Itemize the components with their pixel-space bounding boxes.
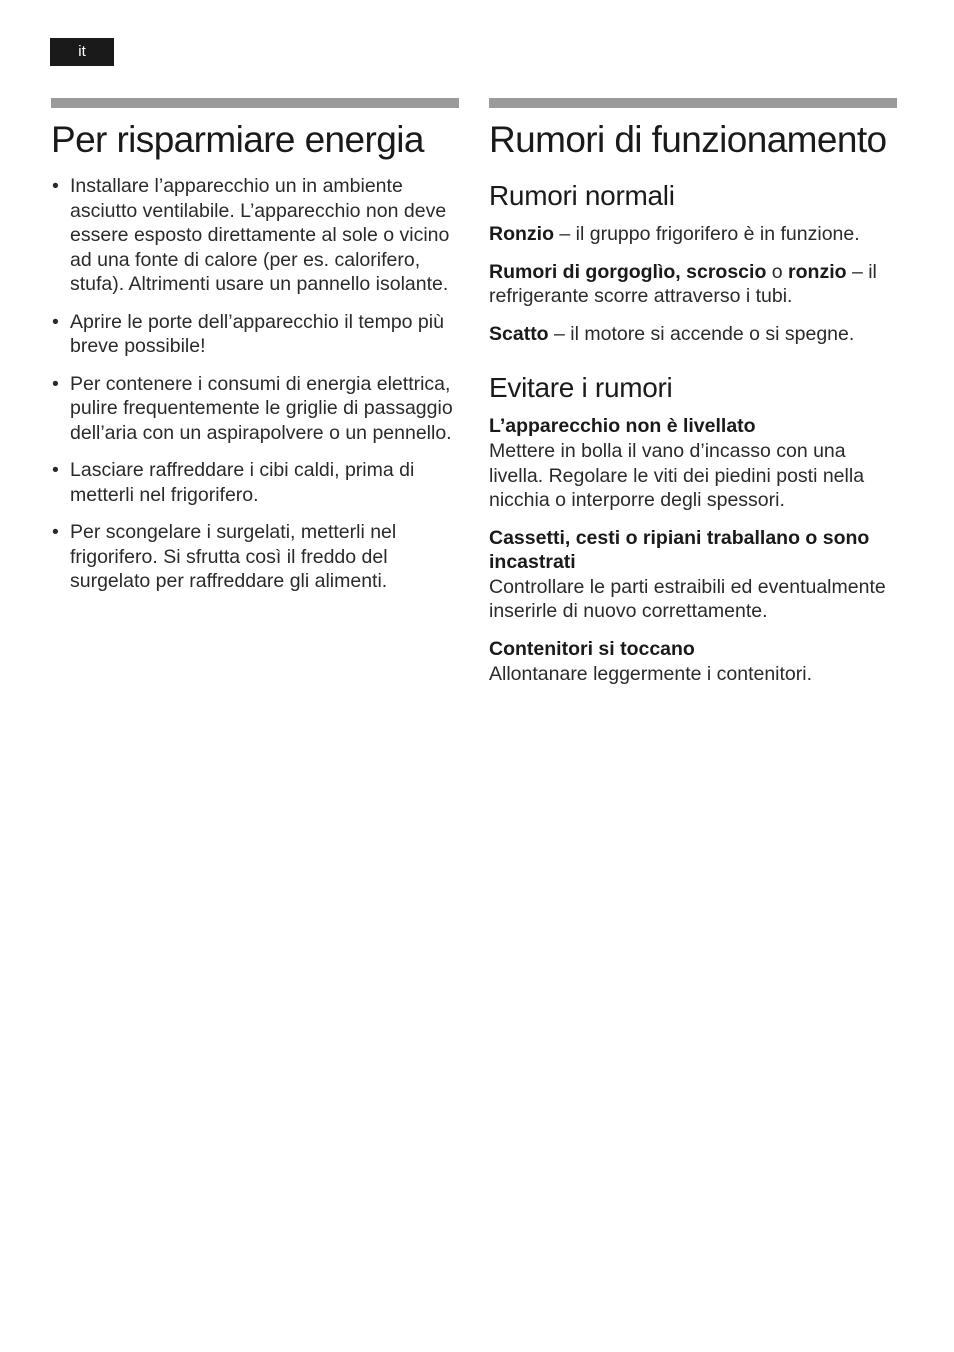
bullet-icon: • xyxy=(52,521,59,543)
noise-entry-click: Scatto – il motore si accende o si spegne. xyxy=(489,322,855,345)
energy-saving-title: Per risparmiare energia xyxy=(51,119,424,160)
normal-noises-heading: Rumori normali xyxy=(489,180,675,211)
list-item: • Installare l’apparecchio un in ambiente asciutto ventilabile. L’apparecchio non deve essere esposto direttamente al sole o vicino ad una fonte di calore (per es. calorifero, stufa). Altrimenti usare un pannello isolante. xyxy=(52,175,450,295)
list-item: • Aprire le porte dell’apparecchio il tempo più breve possibile! xyxy=(52,310,444,357)
avoid-item-title: Contenitori si toccano xyxy=(489,637,695,660)
list-item: • Per scongelare i surgelati, metterli nel frigorifero. Si sfrutta così il freddo del surgelato per raffreddare gli alimenti. xyxy=(52,521,397,592)
operating-noises-section xyxy=(489,98,897,699)
avoid-item-text: Mettere in bolla il vano d’incasso con una livella. Regolare le viti dei piedini posti nella nicchia o interporre degli spessori. xyxy=(489,440,865,511)
energy-saving-section xyxy=(51,98,459,607)
section-rule xyxy=(51,98,459,108)
list-item: • Lasciare raffreddare i cibi caldi, prima di metterli nel frigorifero. xyxy=(52,459,415,506)
noise-entry-hum: Ronzio – il gruppo frigorifero è in funzione. xyxy=(489,223,860,245)
bullet-icon: • xyxy=(52,175,59,197)
bullet-icon: • xyxy=(52,310,59,333)
language-badge: it xyxy=(50,38,114,66)
list-item: • Per contenere i consumi di energia elettrica, pulire frequentemente le griglie di passaggio dell’aria con un aspirapolvere o un pennello. xyxy=(52,372,453,444)
bullet-icon: • xyxy=(52,372,59,395)
avoid-noises-heading: Evitare i rumori xyxy=(489,372,673,403)
avoid-item-not-level xyxy=(489,414,897,513)
avoid-item-title: L’apparecchio non è livellato xyxy=(489,415,756,437)
avoid-item-text: Controllare le parti estraibili ed eventualmente inserirle di nuovo correttamente. xyxy=(489,575,886,622)
operating-noises-title: Rumori di funzionamento xyxy=(489,119,887,160)
avoid-item-containers xyxy=(489,637,897,687)
section-rule xyxy=(489,98,897,108)
avoid-item-drawers xyxy=(489,526,897,624)
noise-entry-gurgle: Rumori di gorgoglìo, scroscio o ronzio – il refrigerante scorre attraverso i tubi. xyxy=(489,260,877,307)
bullet-icon: • xyxy=(52,459,59,481)
energy-tips-list xyxy=(51,174,459,594)
avoid-item-text: Allontanare leggermente i contenitori. xyxy=(489,662,813,685)
avoid-item-title: Cassetti, cesti o ripiani traballano o sono incastrati xyxy=(489,526,870,573)
